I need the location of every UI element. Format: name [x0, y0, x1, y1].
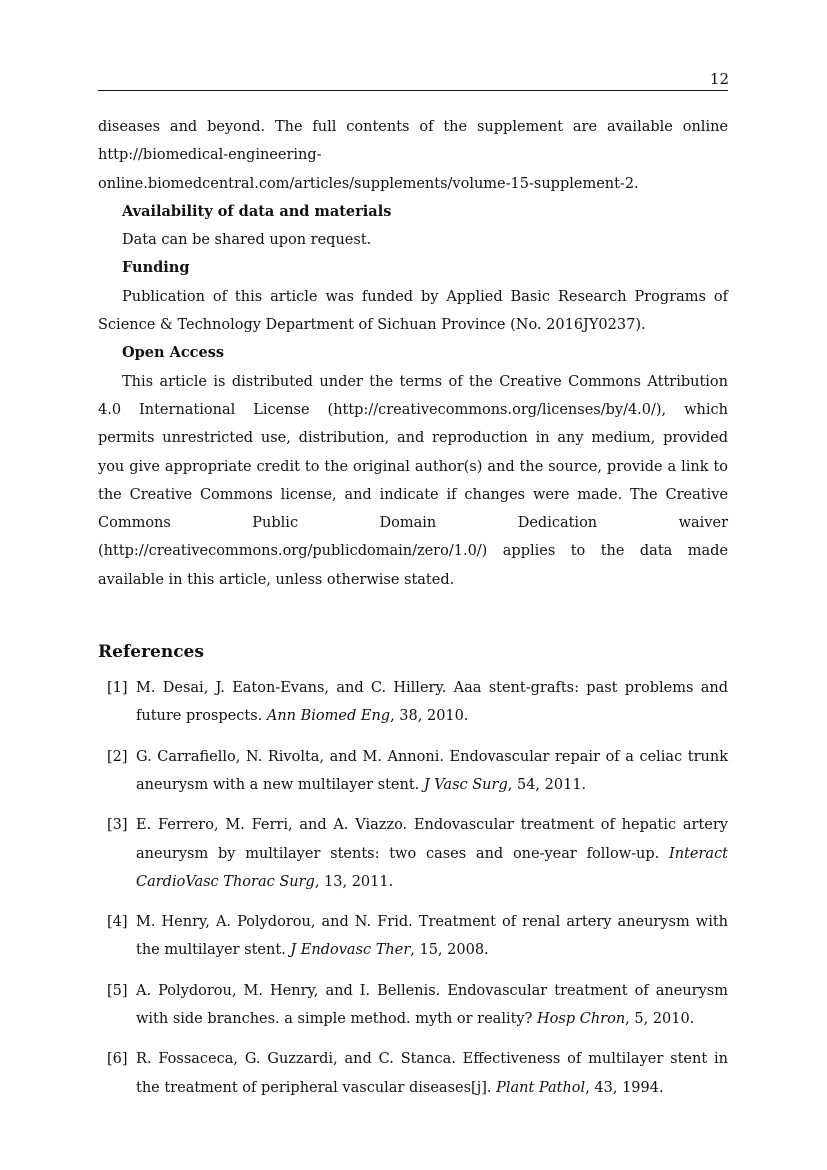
reference-journal: J Endovasc Ther	[290, 942, 411, 959]
reference-list	[98, 674, 728, 1102]
reference-item	[98, 811, 728, 896]
section-heading: Funding	[122, 259, 190, 277]
reference-tail: , 15, 2008.	[410, 942, 489, 959]
reference-tail: , 54, 2011.	[507, 776, 587, 793]
section-text: Data can be shared upon request.	[122, 232, 372, 249]
section-text: This article is distributed under the terms of the Creative Commons Attribution 4.0 International License (http://creativecommons.org/licenses/by/4.0/), which permits unrestricted use, distribution, and reproduction in any medium, provided you give appropriate credit to the original author(s) and the source, provide a link to the Creative Commons license, and indicate if changes were made. The Creative Commons Public Domain Dedication waiver (http://creativecommons.org/publicdomain/zero/1.0/) applies to the data made available in this article, unless otherwise stated.	[98, 373, 728, 588]
header-rule	[98, 90, 728, 91]
reference-number: [2]	[107, 748, 128, 765]
reference-item	[98, 908, 728, 965]
reference-item	[98, 674, 728, 731]
reference-text: M. Henry, A. Polydorou, and N. Frid. Treatment of renal artery aneurysm with the multilayer stent.	[136, 914, 728, 959]
reference-journal: Plant Pathol	[496, 1079, 586, 1096]
reference-text: E. Ferrero, M. Ferri, and A. Viazzo. Endovascular treatment of hepatic artery aneurysm by multilayer stents: two cases and one-year follow-up.	[136, 817, 728, 862]
reference-journal: Ann Biomed Eng	[266, 708, 391, 725]
reference-tail: , 43, 1994.	[585, 1079, 664, 1096]
reference-text: G. Carrafiello, N. Rivolta, and M. Annoni. Endovascular repair of a celiac trunk aneurysm with a new multilayer stent.	[136, 748, 728, 793]
reference-number: [3]	[107, 817, 128, 834]
reference-journal: Interact CardioVasc Thorac Surg	[136, 845, 729, 890]
reference-journal: J Vasc Surg	[423, 776, 508, 793]
section-funding	[98, 254, 728, 339]
page-body	[98, 113, 728, 1114]
reference-tail: , 5, 2010.	[625, 1011, 695, 1028]
reference-number: [4]	[107, 914, 128, 931]
reference-item	[98, 1045, 728, 1102]
section-heading: Availability of data and materials	[122, 202, 392, 220]
page-number: 12	[709, 70, 729, 88]
reference-tail: , 38, 2010.	[390, 708, 469, 725]
reference-item	[98, 977, 728, 1034]
references-title: References	[98, 642, 204, 663]
section-open-access	[98, 339, 728, 594]
reference-journal: Hosp Chron	[537, 1011, 626, 1028]
reference-tail: , 13, 2011.	[314, 873, 394, 890]
section-availability	[98, 198, 728, 255]
reference-item	[98, 743, 728, 800]
reference-number: [5]	[107, 982, 128, 999]
reference-text: M. Desai, J. Eaton-Evans, and C. Hillery. Aaa stent-grafts: past problems and future prospects.	[136, 680, 728, 725]
reference-text: R. Fossaceca, G. Guzzardi, and C. Stanca. Effectiveness of multilayer stent in the treatment of peripheral vascular diseases[j].	[136, 1051, 728, 1096]
reference-number: [1]	[107, 680, 128, 697]
section-text: Publication of this article was funded by Applied Basic Research Programs of Science & Technology Department of Sichuan Province (No. 2016JY0237).	[98, 288, 728, 334]
intro-paragraph: diseases and beyond. The full contents of the supplement are available online http://biomedical-engineering-online.biomedcentral.com/articles/supplements/volume-15-supplement-2.	[98, 119, 728, 192]
reference-text: A. Polydorou, M. Henry, and I. Bellenis. Endovascular treatment of aneurysm with side branches. a simple method. myth or reality?	[136, 982, 728, 1028]
section-heading: Open Access	[122, 344, 225, 362]
reference-number: [6]	[107, 1051, 128, 1068]
